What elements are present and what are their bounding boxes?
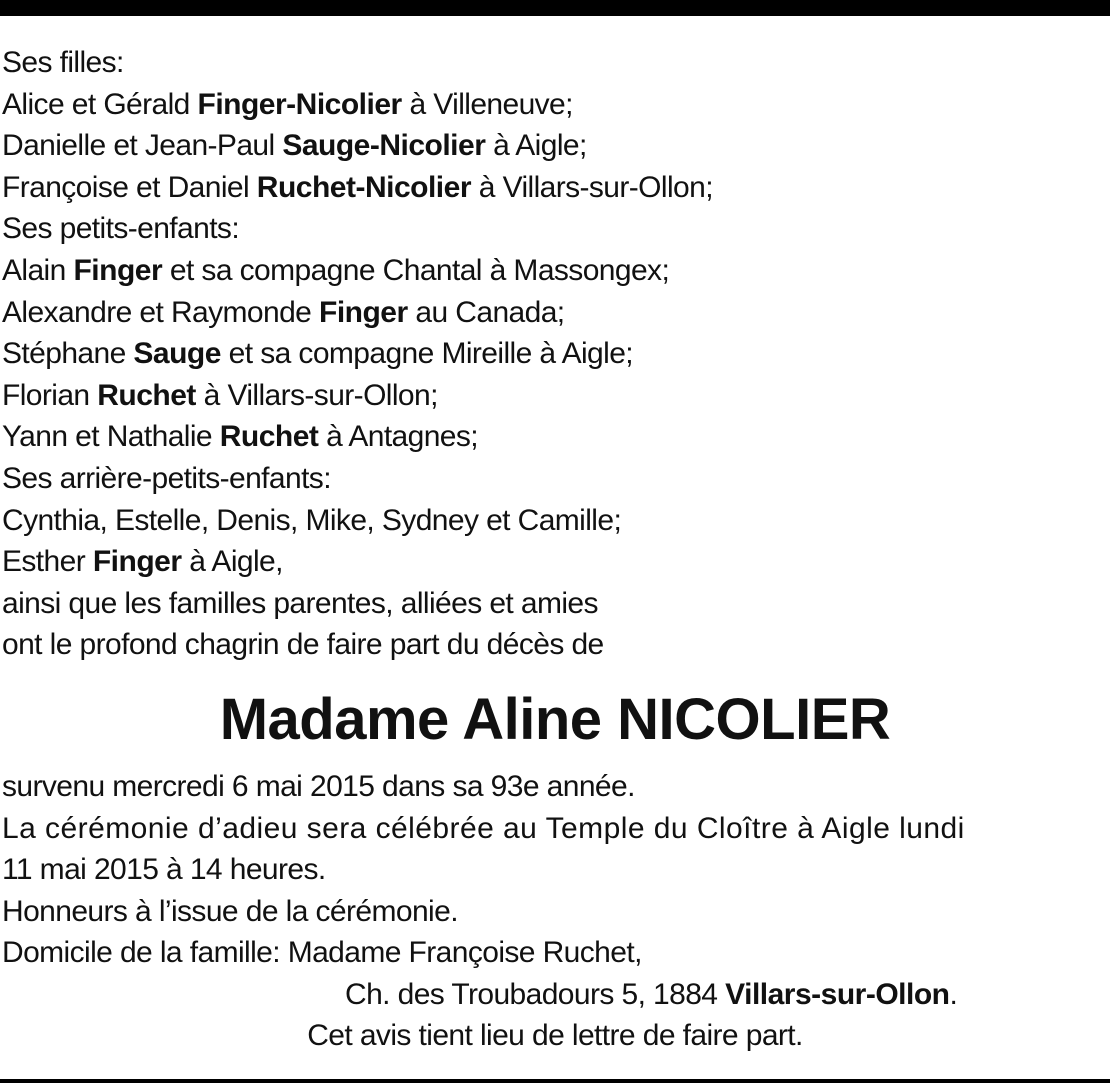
great-grandchildren-names: Cynthia, Estelle, Denis, Mike, Sydney et Camille; <box>2 503 622 537</box>
family-line: Yann et Nathalie Ruchet à Antagnes; <box>2 420 479 454</box>
surname: Finger <box>92 545 182 579</box>
domicile-line: Domicile de la famille: Madame Françoise Ruchet, <box>2 936 642 970</box>
closing-line: ont le profond chagrin de faire part du décès de <box>2 628 604 662</box>
bottom-border-rule <box>0 1079 1110 1083</box>
ceremony-line: La cérémonie d’adieu sera célébrée au Temple du Cloître à Aigle lundi <box>2 811 965 845</box>
grandchildren-heading: Ses petits-enfants: <box>2 212 240 246</box>
family-line: Florian Ruchet à Villars-sur-Ollon; <box>2 378 438 412</box>
address-town: Villars-sur-Ollon <box>725 977 950 1011</box>
deceased-name: Madame Aline NICOLIER <box>219 686 891 752</box>
honours-line: Honneurs à l’issue de la cérémonie. <box>2 894 458 928</box>
family-line: Alain Finger et sa compagne Chantal à Massongex; <box>2 253 670 287</box>
surname: Ruchet-Nicolier <box>256 170 472 204</box>
ceremony-date-line: 11 mai 2015 à 14 heures. <box>2 853 326 887</box>
family-line: Danielle et Jean-Paul Sauge-Nicolier à Aigle; <box>2 129 587 163</box>
death-date-line: survenu mercredi 6 mai 2015 dans sa 93e année. <box>2 769 635 803</box>
great-grandchildren-heading: Ses arrière-petits-enfants: <box>2 461 331 495</box>
closing-line: ainsi que les familles parentes, alliées et amies <box>2 586 598 620</box>
address-line: Ch. des Troubadours 5, 1884 Villars-sur-Ollon. <box>345 977 958 1011</box>
surname: Sauge <box>133 337 221 371</box>
family-line: Alice et Gérald Finger-Nicolier à Villeneuve; <box>2 87 573 121</box>
surname: Ruchet <box>219 420 319 454</box>
top-border-rule <box>0 0 1110 16</box>
daughters-heading: Ses filles: <box>2 46 124 79</box>
footer-note: Cet avis tient lieu de lettre de faire part. <box>307 1019 803 1053</box>
family-line: Esther Finger à Aigle, <box>2 545 283 579</box>
surname: Finger <box>73 253 163 287</box>
surname: Finger-Nicolier <box>197 87 402 121</box>
obituary-notice <box>2 42 1108 1057</box>
surname: Ruchet <box>97 378 196 412</box>
surname: Finger <box>319 295 408 329</box>
family-line: Stéphane Sauge et sa compagne Mireille à Aigle; <box>2 337 634 371</box>
surname: Sauge-Nicolier <box>282 129 486 163</box>
family-line: Françoise et Daniel Ruchet-Nicolier à Villars-sur-Ollon; <box>2 170 713 204</box>
family-line: Alexandre et Raymonde Finger au Canada; <box>2 295 565 329</box>
